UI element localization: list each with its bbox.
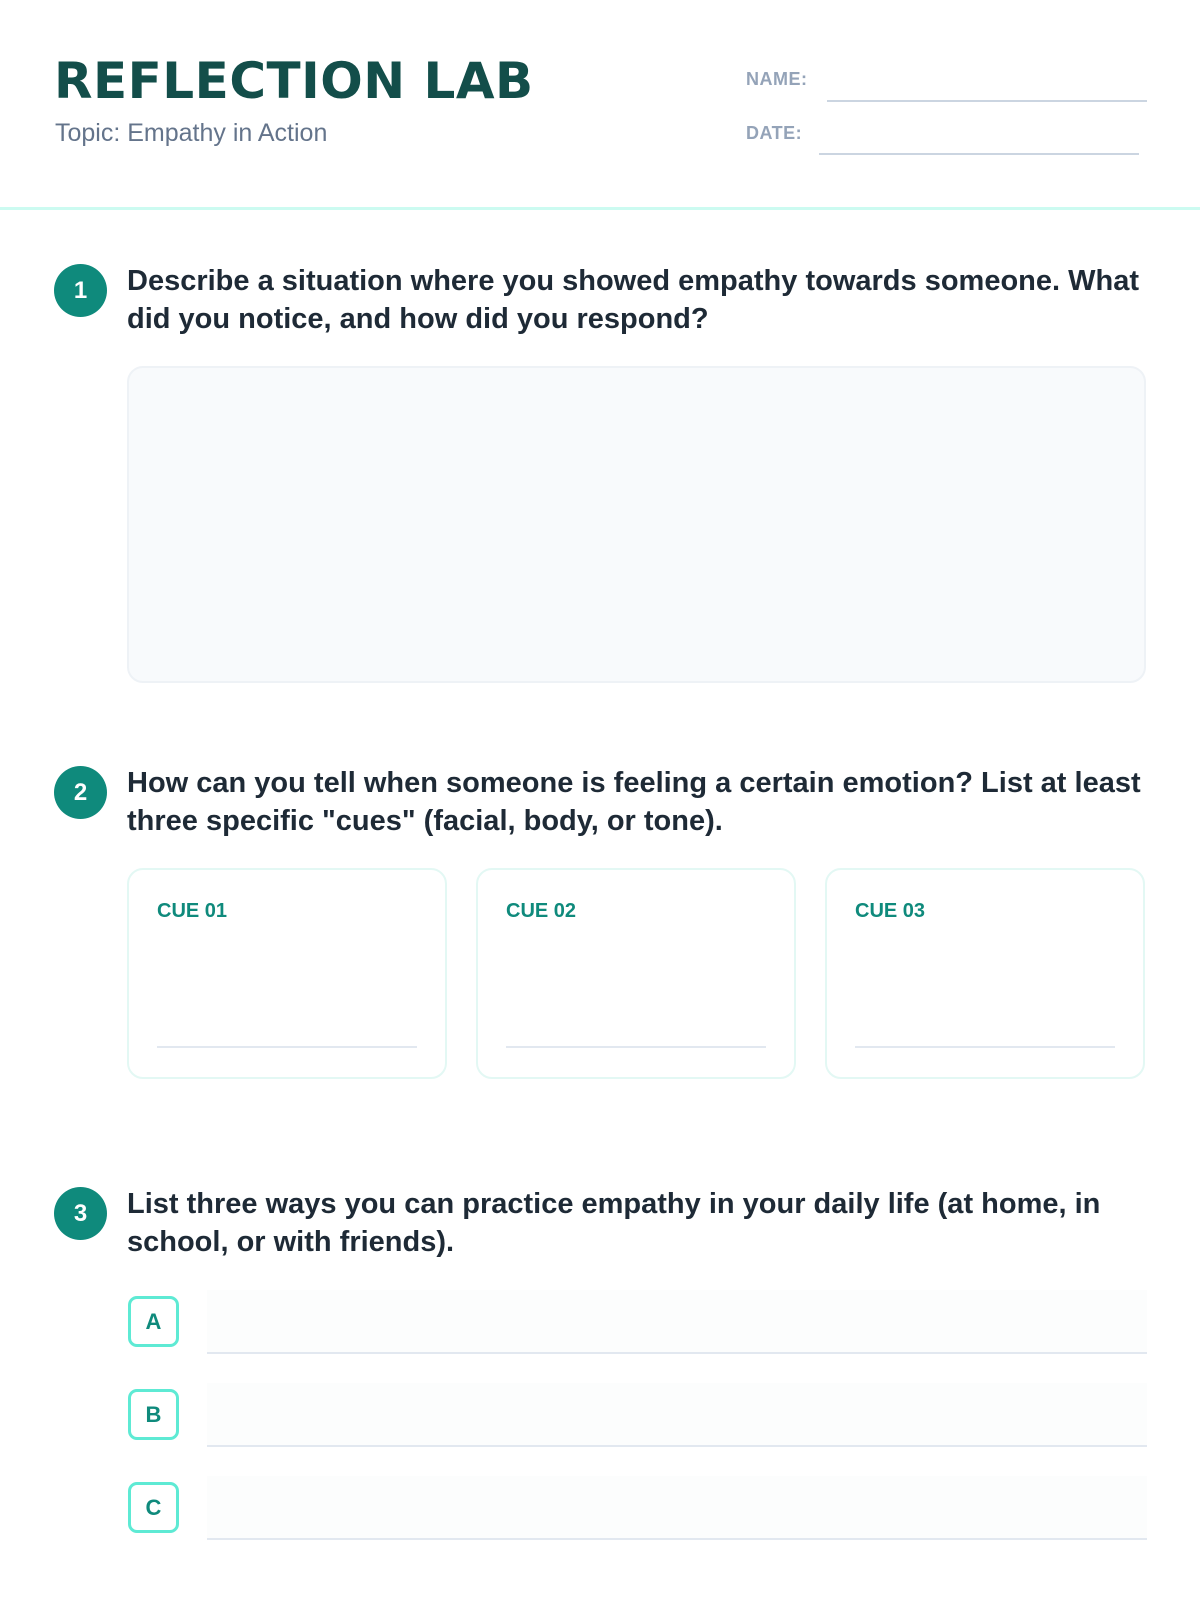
cue-label: CUE 02	[506, 900, 577, 922]
item-letter-badge: C	[128, 1482, 179, 1533]
cue-answer-line[interactable]	[157, 1046, 417, 1048]
cue-answer-line[interactable]	[506, 1046, 766, 1048]
question-text: How can you tell when someone is feeling a certain emotion? List at least three specific "cues" (facial, body, or tone).	[127, 767, 1141, 837]
cue-label: CUE 01	[157, 900, 228, 922]
worksheet-title: REFLECTION LAB	[54, 52, 534, 110]
answer-line[interactable]	[207, 1383, 1147, 1447]
question-number-badge: 1	[54, 264, 107, 317]
question-text: List three ways you can practice empathy in your daily life (at home, in school, or with friends).	[127, 1188, 1101, 1258]
answer-line[interactable]	[207, 1290, 1147, 1354]
question-number-badge: 3	[54, 1187, 107, 1240]
answer-line[interactable]	[207, 1476, 1147, 1540]
worksheet-header	[0, 0, 1200, 210]
cue-card[interactable]	[127, 868, 447, 1079]
item-letter-badge: B	[128, 1389, 179, 1440]
question-number-badge: 2	[54, 766, 107, 819]
cue-card[interactable]	[476, 868, 796, 1079]
worksheet-topic: Topic: Empathy in Action	[55, 119, 328, 147]
cue-answer-line[interactable]	[855, 1046, 1115, 1048]
question-text: Describe a situation where you showed empathy towards someone. What did you notice, and how did you respond?	[127, 265, 1139, 335]
date-field[interactable]	[819, 123, 1139, 155]
cue-card[interactable]	[825, 868, 1145, 1079]
name-label: NAME:	[746, 69, 808, 89]
item-letter-badge: A	[128, 1296, 179, 1347]
cue-label: CUE 03	[855, 900, 926, 922]
date-label: DATE:	[746, 123, 803, 143]
answer-box[interactable]	[127, 366, 1146, 683]
name-field[interactable]	[827, 70, 1147, 102]
